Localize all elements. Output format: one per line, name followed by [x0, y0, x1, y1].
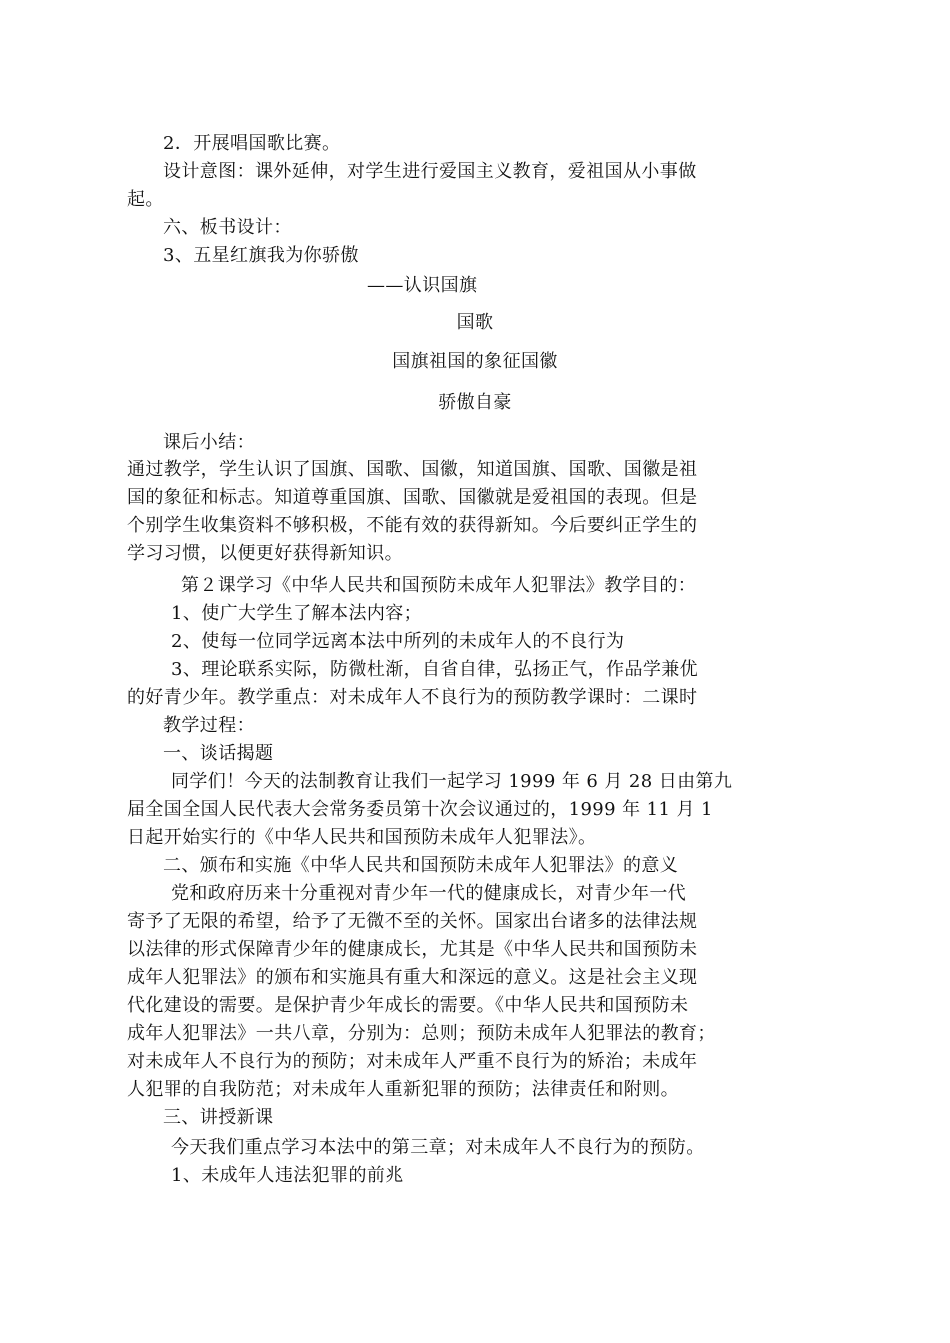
- board-subtitle: ——认识国旗: [367, 275, 478, 296]
- text-line-33: 人犯罪的自我防范；对未成年人重新犯罪的预防；法律责任和附则。: [127, 1079, 679, 1100]
- text-line-26: 党和政府历来十分重视对青少年一代的健康成长，对青少年一代: [171, 883, 687, 904]
- text-line-20: 教学过程：: [163, 715, 255, 736]
- text-line-15: 第２课学习《中华人民共和国预防未成年人犯罪法》教学目的：: [181, 575, 697, 596]
- text-line-3: 起。: [127, 189, 164, 210]
- text-line-11: 通过教学，学生认识了国旗、国歌、国徽，知道国旗、国歌、国徽是祖: [127, 459, 698, 480]
- text-line-29: 成年人犯罪法》的颁布和实施具有重大和深远的意义。这是社会主义现: [127, 967, 698, 988]
- text-line-36: 1、未成年人违法犯罪的前兆: [171, 1165, 404, 1186]
- text-line-23: 届全国全国人民代表大会常务委员第十次会议通过的，1999 年 11 月 1: [127, 799, 713, 820]
- text-line-32: 对未成年人不良行为的预防；对未成年人严重不良行为的矫治；未成年: [127, 1051, 698, 1072]
- board-line-anthem: 国歌: [456, 312, 494, 333]
- text-line-25: 二、颁布和实施《中华人民共和国预防未成年人犯罪法》的意义: [163, 855, 679, 876]
- text-line-35: 今天我们重点学习本法中的第三章；对未成年人不良行为的预防。: [171, 1137, 705, 1158]
- text-line-4: 六、板书设计：: [163, 217, 292, 238]
- text-line-17: 2、使每一位同学远离本法中所列的未成年人的不良行为: [171, 631, 625, 652]
- text-line-1: 2．开展唱国歌比赛。: [163, 133, 341, 154]
- board-line-pride: 骄傲自豪: [438, 392, 512, 413]
- board-line-symbols: 国旗祖国的象征国徽: [392, 351, 558, 372]
- text-line-14: 学习习惯，以便更好获得新知识。: [127, 543, 403, 564]
- text-line-10: 课后小结：: [163, 432, 255, 453]
- text-line-16: 1、使广大学生了解本法内容；: [171, 603, 423, 624]
- text-line-34: 三、讲授新课: [163, 1107, 274, 1128]
- text-line-31: 成年人犯罪法》一共八章，分别为：总则；预防未成年人犯罪法的教育；: [127, 1023, 716, 1044]
- text-line-24: 日起开始实行的《中华人民共和国预防未成年人犯罪法》。: [127, 827, 597, 848]
- text-line-18: 3、理论联系实际，防微杜渐，自省自律，弘扬正气，作品学兼优: [171, 659, 699, 680]
- text-line-28: 以法律的形式保障青少年的健康成长，尤其是《中华人民共和国预防未: [127, 939, 698, 960]
- text-line-21: 一、谈话揭题: [163, 743, 274, 764]
- text-line-13: 个别学生收集资料不够积极，不能有效的获得新知。今后要纠正学生的: [127, 515, 698, 536]
- text-line-5: 3、五星红旗我为你骄傲: [163, 245, 359, 266]
- text-line-27: 寄予了无限的希望，给予了无微不至的关怀。国家出台诸多的法律法规: [127, 911, 698, 932]
- text-line-22: 同学们！今天的法制教育让我们一起学习 1999 年 6 月 28 日由第九: [171, 771, 733, 792]
- text-line-30: 代化建设的需要。是保护青少年成长的需要。《中华人民共和国预防未: [127, 995, 689, 1016]
- text-line-19: 的好青少年。教学重点：对未成年人不良行为的预防教学课时：二课时: [127, 687, 698, 708]
- text-line-12: 国的象征和标志。知道尊重国旗、国歌、国徽就是爱祖国的表现。但是: [127, 487, 698, 508]
- text-line-2: 设计意图：课外延伸，对学生进行爱国主义教育，爱祖国从小事做: [163, 161, 697, 182]
